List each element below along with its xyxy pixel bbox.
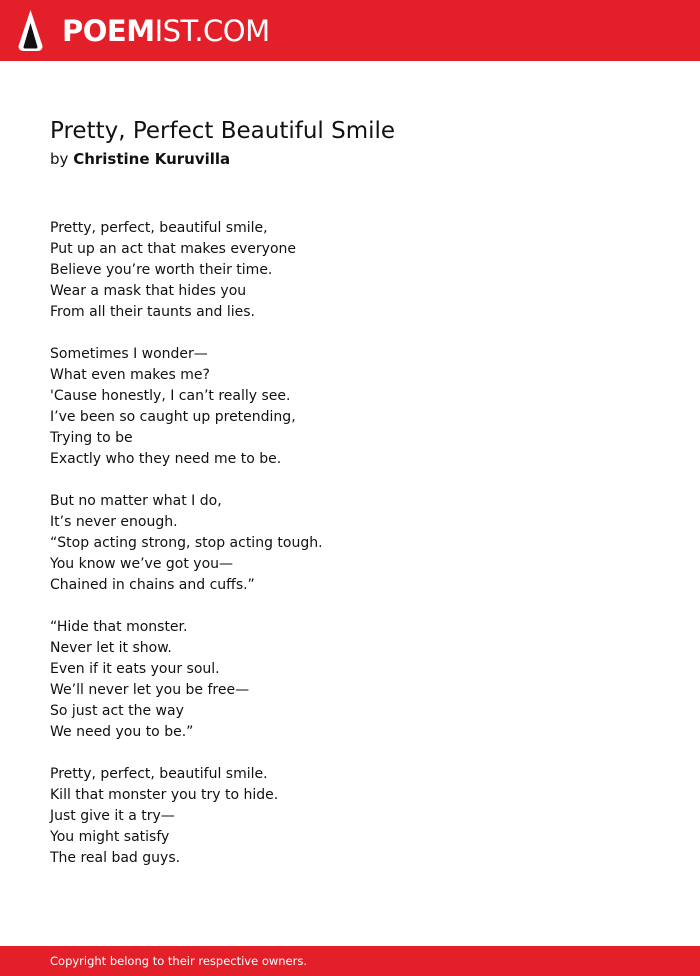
poem-title: Pretty, Perfect Beautiful Smile (50, 118, 396, 144)
poem-line: Wear a mask that hides you (50, 283, 247, 299)
poem-line: From all their taunts and lies. (50, 304, 255, 320)
site-header (0, 0, 700, 61)
poem-line: Exactly who they need me to be. (50, 451, 282, 467)
poem-line: Just give it a try— (50, 808, 175, 824)
poem-line: What even makes me? (50, 367, 210, 383)
poem-line: You might satisfy (50, 829, 170, 845)
poem-line: Sometimes I wonder— (50, 346, 208, 362)
poem-stanza (50, 617, 610, 743)
logo-light-text: IST.COM (154, 14, 270, 48)
poem-body (50, 218, 610, 890)
poem-line: It’s never enough. (50, 514, 178, 530)
by-label: by (50, 150, 69, 168)
logo-bold-text: POEM (62, 14, 155, 48)
poem-line: Even if it eats your soul. (50, 661, 220, 677)
site-logo[interactable] (62, 11, 270, 51)
poem-line: I’ve been so caught up pretending, (50, 409, 296, 425)
poem-line: So just act the way (50, 703, 184, 719)
poem-line: We need you to be.” (50, 724, 194, 740)
poem-stanza (50, 764, 610, 869)
copyright-notice: Copyright belong to their respective owners. (50, 954, 308, 968)
poem-line: “Hide that monster. (50, 619, 188, 635)
poem-line: We’ll never let you be free— (50, 682, 250, 698)
poem-stanza (50, 491, 610, 596)
poem-line: “Stop acting strong, stop acting tough. (50, 535, 323, 551)
poem-line: Pretty, perfect, beautiful smile, (50, 220, 268, 236)
poem-line: Believe you’re worth their time. (50, 262, 273, 278)
poem-line: 'Cause honestly, I can’t really see. (50, 388, 291, 404)
poem-line: But no matter what I do, (50, 493, 222, 509)
poem-stanza (50, 344, 610, 470)
pencil-tip-icon[interactable] (18, 10, 43, 51)
site-footer (0, 946, 700, 976)
poem-line: Never let it show. (50, 640, 172, 656)
poem-line: Put up an act that makes everyone (50, 241, 297, 257)
poem-line: Trying to be (50, 430, 133, 446)
poem-stanza (50, 218, 610, 323)
poem-line: Chained in chains and cuffs.” (50, 577, 255, 593)
poem-line: Kill that monster you try to hide. (50, 787, 279, 803)
poem-line: You know we’ve got you— (50, 556, 234, 572)
poem-line: The real bad guys. (50, 850, 181, 866)
poem-line: Pretty, perfect, beautiful smile. (50, 766, 268, 782)
poem-byline (50, 148, 230, 170)
author-name: Christine Kuruvilla (73, 150, 231, 168)
